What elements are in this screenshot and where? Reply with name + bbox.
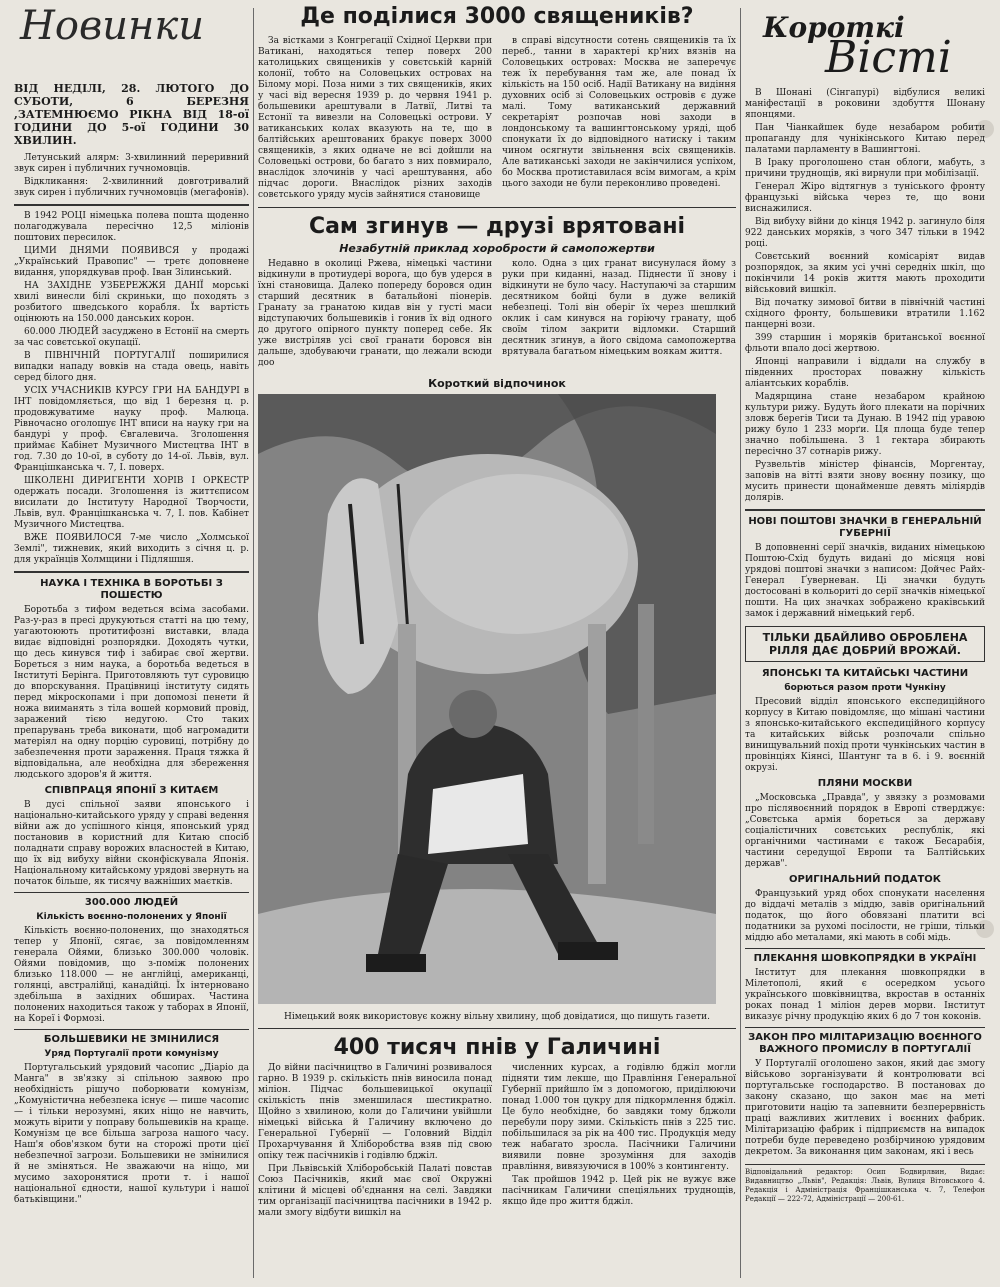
news-item: В ПІВНІЧНІЙ ПОРТУГАЛІЇ поширилися випадки нападу вовків на стада овець, навіть серед білого дня. [14, 351, 249, 383]
harvest-slogan: ТІЛЬКИ ДБАЙЛИВО ОБРОБЛЕНА РІЛЛЯ ДАЄ ДОБРИЙ ВРОЖАЙ. [762, 631, 968, 657]
korotki-masthead: Короткі [763, 11, 905, 44]
divider [14, 204, 249, 206]
chunking-headline: ЯПОНСЬКІ ТА КИТАЙСЬКІ ЧАСТИНИ [761, 668, 969, 679]
soldier-horse-photo [258, 394, 716, 1004]
left-column [14, 0, 249, 1287]
news-item: Від вибуху війни до кінця 1942 р. загинуло біля 922 данських моряків, з чого 347 тільки в 1942 році. [745, 217, 985, 249]
portugal-law-article: У Португалії оголошено закон, який дає змогу військово зорганізувати й контролювати всі португальське господарство. В постановах до закону сказано, що закон має на меті приготовити націю та запевнити безперервність праці важливих житлевих і воєнних фабрик. Мілітаризацію фабрик і підприємств на випадок потреби буде переведено розбірчиною урядовим декретом. За виконання цим законам, які і весь [745, 1059, 985, 1157]
science-article: Боротьба з тифом ведеться всіма засобами. Раз-у-раз в пресі друкуються статті на цю тему, уагаютоюють протитифозні виставки, влада видає відповідні розпорядки. Доходять чутки, що десь кинувся тиф і забирає свої жертви. Бореться з ним наука, а боротьба ведеться в Інституті Берінга. Приготовляють тут суровицю до впорскування. Працівниці інституту сидять перед мікроскопами і при допомозі пенети й ножа вииманять з тіла вошей кормовий провід, заражений тією недугою. Сто таких препарувань треба виконати, щоб нагромадити матеріял на одну порцію суровиці, потрібну до забезпечення проти зараження. Праця тяжка й відповідальна, але необхідна для збереження людського здоров'я й життя. [14, 605, 249, 780]
stamps-article: В доповненні серії значків, виданих німецькою Поштою-Схід будуть видані до місяця нові урядові поштові значки з написом: Дойчес Райх-Генерал Ґуверневан. Ці значки будуть достосовані в кольориті до серії значків німецької пошти. На цих значках зображено краківський замок і державний німецький герб. [745, 543, 985, 619]
moscow-headline: ПЛЯНИ МОСКВИ [817, 778, 913, 789]
divider [14, 892, 249, 893]
moscow-article: „Московська „Правда", у звязку з розмовами про післявоєнний порядок в Европі стверджує: „Совєтська армія бореться за державу соціалістичних совєтських республік, які органічними частинами є також Бесарабія, частини середущої Европи та Балтійських держав". [745, 793, 985, 869]
hero-deck: Незабутній приклад хоробрости й самопожертви [339, 242, 655, 255]
hero-text: Недавно в околиці Ржева, німецькі частини відкинули в протиудері ворога, що був удерся в їхні становища. Далеко попереду боровся один старший десятник в батальйоні піонерів. Гранату за гранатою кидав він у густі маси відступаючих большевиків і гонив їх від одного до другого опірного пункту поперед себе. Як уже вистріляв усі свої гранати боровся він дальше, здобуваючи гранати, що лежали всюди доо [258, 259, 492, 368]
science-headline: НАУКА І ТЕХНІКА В БОРОТЬБІ З ПОШЕСТЮ [40, 578, 223, 601]
novynky-masthead: Новинки [20, 3, 205, 49]
blackout-notice: ВІД НЕДІЛІ, 28. ЛЮТОГО ДО СУБОТИ, 6 БЕРЕЗНЯ ,ЗАТЕМНЮЄМО РІКНА ВІД 18-ої ГОДИНИ ДО 5-ої ГОДИНИ 30 ХВИЛИН. [14, 82, 249, 147]
news-item: 60.000 ЛЮДЕЙ засуджено в Естонії на смерть за час совєтської окупації. [14, 327, 249, 348]
photo-title: Короткий відпочинок [428, 377, 566, 390]
tax-article: Французький уряд обох спонукати населення до віддачі металів з міддю, завів оригінальний податок, що його обовязані платити всі податники за рухомі посілости, не гріши, тільки міддю або металами, які мають в собі мідь. [745, 889, 985, 943]
column-rule-left [253, 8, 254, 1278]
japan-china-article: В дусі спільної заяви японського і національно-китайського уряду у справі ведення війни аж до успішного кінця, японський уряд постановив в користний для Китаю спосіб поладнати справу ворожих власностей в Китаю, що їх від вибуху війни сконфіскувала Японія. Національному китайському урядові звернуть на початок більше, як тисячу важніших маєтків. [14, 800, 249, 887]
bees-text: До війни пасічництво в Галичині розвивалося гарно. В 1939 р. скількість пнів виносила понад міліон. Підчас большевицької окупації скількість пнів зменшилася шестикратно. Щойно з хвилиною, коли до Галичини увійшли німецькі війська й Галичину включено до Генеральної Губернії — Головний Відділ Прохарчування й Хліборобства взяв під свою опіку теж пасічників і годівлю бджіл. [258, 1063, 492, 1161]
divider [14, 1029, 249, 1030]
bolshevik-subheadline: Уряд Португалії проти комунізму [44, 1049, 219, 1059]
hero-headline: Сам згинув — друзі врятовані [308, 214, 686, 239]
news-item: Мадярщина стане незабаром крайною культури рижу. Будуть його плекати на порічних зловж берегів Тиси та Дунаю. В 1942 під уравою рижу було 1 233 морґи. Ця площа буде тепер значно побільшена. З 1 гектара збирають пересічно 37 сотнарів рижу. [745, 392, 985, 457]
priests-text: За вістками з Конгрегації Східної Церкви при Ватикані, находяться тепер поверх 200 католицьких священиків у совєтській карній колонії, тобто на Соловецьких островах на Білому морі. Поза ними з тих священиків, яких у часі від вересня 1939 р. до червня 1941 р. большевики арештували в Латвії, Литві та Естонії та вивезли на Соловецькі острови. У ватиканських колах вказують на те, що в балтійських арештованих бракує поверх 3000 священиків, з яких одначе не всі дойшли на Соловецькі острови, бо багато з них повмирало, внаслідок злочинів у часі арештування, або підчас дороги. Внаслідок різних заходів совєтського уряду мусів зайнятися становище [258, 36, 492, 200]
bees-article [258, 1063, 736, 1221]
divider [745, 509, 985, 511]
news-item: НА ЗАХІДНЕ УЗБЕРЕЖЖЯ ДАНІЇ морські хвилі винесли білі скриньки, що походять з розбитого шведського корабля. Їх вартість оцінюють на 150.000 данських корон. [14, 281, 249, 324]
hero-article [258, 259, 736, 371]
news-item: Генерал Жіро відтягнув з туніського фронту французькі війська через те, що вони виснажилися. [745, 182, 985, 214]
priests-article [258, 36, 736, 203]
pow-subheadline: Кількість воєнно-полонених у Японії [36, 912, 227, 922]
news-item: ШКОЛЕНІ ДИРИГЕНТИ ХОРІВ І ОРКЕСТР одержать посади. Зголошення із життєписом висилати до Інституту Народної Творчости, Львів, вул. Францішканська ч. 7, І. пов. Кабінет Музичного Мистецтва. [14, 476, 249, 530]
silk-headline: ПЛЕКАННЯ ШОВКОПРЯДКИ В УКРАЇНІ [753, 953, 977, 964]
priests-text: в справі відсутности сотень священиків та їх переб., танни в характері кр'них вязнів на Соловецьких островах: Москва не заперечує теж їх перебування там же, але понад їх кількість на 150 осіб. Надії Ватикану на видіння духовних осіб зі Соловецьких островів є дуже малі. Тому ватиканський державний секретаріят розпочав нові заходи в лондонському та вашингтонському уряді, щоб спонукати їх до відповідного натиску і таким чином осягнути звільнення всіх священиків. Але ватиканські заходи не закінчилися успіхом, бо Москва протиставилася всім вимогам, а крім цього заходи не були переконливо проведені. [502, 36, 736, 189]
news-item: 399 старшин і моряків британської воєнної фльоти впало досі жертвою. [745, 333, 985, 354]
bees-headline: 400 тисяч пнів у Галичині [333, 1035, 661, 1060]
alarm-note: Летунський алярм: 3-хвилинний переривний звук сирен і публичних гучномовців. [14, 153, 249, 174]
news-item: ВЖЕ ПОЯВИЛОСЯ 7-ме число „Холмської Землі", тижневик, який виходить з січня ц. р. для українців Холмщини і Підляшшя. [14, 533, 249, 565]
bolshevik-article: Португальський урядовий часопис „Діаріо да Манга" в зв'язку зі спільною заявою про необхідність рішучо поборювати комунізм, „Комуністична небезпека існує — пише часопис — і тільки нерозумні, яких ніщо не навчить, можуть вірити у поправу большевиків на краще. Комунізм це все більша загроза нашого часу. Наш'я обов'язком бути на сторожі проти цієї небезпечної загрози. Большевики не змінилися й не зміняться. Не зважаючи на ніщо, ми мусимо захоронятися проти т. і нашої національної єдности, нашої культури і нашої батьківщини." [14, 1063, 249, 1205]
chunking-subheadline: борються разом проти Чункіну [784, 683, 946, 693]
divider [258, 1028, 736, 1029]
news-item: В 1942 РОЦІ німецька полева пошта щоденно полагоджувала пересічно 12,5 міліонів поштових пересилок. [14, 211, 249, 243]
visti-masthead: Вісті [825, 32, 952, 83]
news-item: Пан Чіанкайшек буде незабаром робити пропаганду для чунікінського Китаю перед палатами парламенту в Вашингтоні. [745, 123, 985, 155]
harvest-slogan-box [745, 626, 985, 662]
stamps-headline: НОВІ ПОШТОВІ ЗНАЧКИ В ГЕНЕРАЛЬНІЙ ГУБЕРНІЇ [748, 516, 982, 539]
bolshevik-headline: БОЛЬШЕВИКИ НЕ ЗМІНИЛИСЯ [43, 1034, 220, 1045]
divider [745, 948, 985, 949]
portugal-law-headline: ЗАКОН ПРО МІЛІТАРИЗАЦІЮ ВОЄННОГО ВАЖНОГО ПРОМИСЛУ В ПОРТУГАЛІЇ [748, 1032, 982, 1055]
hero-text: коло. Одна з цих гранат висунулася йому з руки при киданні, назад. Піднести її знову і відкинути не було часу. Наступаючі за старшим десятником бойці були в дуже великій небезпеці. Толі він оберіг їх через шешлкий оклик і сам кинувся на горіючу гранату, щоб своїм тілом закрити відломки. Старший десятник згинув, а його свідома самопожертва врятувала багатьом німецьким воякам життя. [502, 259, 736, 357]
pow-article: Кількість воєнно-полонених, що знаходяться тепер у Японії, сягає, за повідомленням генерала Ойями, близько 300.000 чоловік. Ойями повідомив, що з-поміж полонених близько 118.000 — не англійці, американці, голянці, австралійці, канадійці. Їх інтерновано здебільша в західних обширах. Частина полонених находиться також у таборах в Японії, на Кореї і Формозі. [14, 926, 249, 1024]
photo-caption: Німецький вояк використовує кожну вільну хвилину, щоб довідатися, що пишуть газети. [283, 1012, 710, 1022]
news-item: УСІХ УЧАСНИКІВ КУРСУ ГРИ НА БАНДУРІ в ІНТ повідомляється, що від 1 березня ц. р. продовжуватиме науку проф. Малюца. Рівночасно оголошує ІНТ вписи на науку гри на бандурі у проф. Євгалевича. Зголошення приймає Кабінет Музичного Мистецтва ІНТ в год. 7.30 до 10-ої, в суботу до 14-ої. Львів, вул. Францішканська ч. 7, І. поверх. [14, 386, 249, 473]
divider [258, 207, 736, 208]
chunking-article: Пресовий відділ японського експедиційного корпусу в Китаю повідомляє, що мішані частини з японсько-китайського експедиційного корпусу та китайських військ розпочали спільно винищувальний похід проти чункінських частин в провінціях Кіянсі, Шантунг та в 6. і 9. воєнній окрузі. [745, 697, 985, 773]
column-rule-right [740, 8, 741, 1278]
bees-text: При Львівській Хліборобській Палаті повстав Союз Пасічників, який має свої Окружні клітини й місцеві об'єднання на селі. Завдяки тим організації пасічництва пасічники в 1942 р. мали змогу відбути вишкіл на [258, 1164, 492, 1218]
news-item: Японці направили і віддали на службу в південних просторах поважну кількість аліантських кораблів. [745, 357, 985, 389]
tax-headline: ОРИГІНАЛЬНИЙ ПОДАТОК [789, 874, 941, 885]
japan-china-headline: СПІВПРАЦЯ ЯПОНІЇ З КИТАЄМ [44, 785, 219, 796]
news-item: ЦИМИ ДНЯМИ ПОЯВИВСЯ у продажі „Український Правопис" — третє доповнене видання, упорядкував проф. Іван Зілинський. [14, 246, 249, 278]
bees-text: численних курсах, а годівлю бджіл могли підняти тим лекше, що Правління Генеральної Губернії прийшло їм з допомогою, приділюючи понад 1.000 тон цукру для підкормлення бджіл. Це було необхідне, бо завдяки тому бджоли перебули пору зими. Скількість пнів з 225 тис. побільшилася за рік на 400 тис. Продукція меду теж набагато зросла. Пасічники Галичини виявили повне зрозуміння для заходів правління, вивязуючися в 100% з контингенту. [502, 1063, 736, 1172]
news-item: Совєтський воєнний комісаріят видав розпорядок, за яким усі учні середніх шкіл, що покінчили 14 років життя мають проходити військовий вишкіл. [745, 252, 985, 295]
news-item: Від початку зимової битви в північній частині східного фронту, большевики втратили 1.162 панцерні вози. [745, 298, 985, 330]
silk-article: Інститут для плекання шовкопрядки в Мілетополі, який є осередком усього українського шовківництва, вкростав в останніх роках понад 1 міліон дерев морви. Інститут виказує річну продукцію яких 6 до 7 тон коконів. [745, 968, 985, 1022]
middle-column [258, 0, 736, 1287]
publisher-imprint: Відповідальний редактор: Осип Бодвирлвин, Видає: Видавництво „Львів", Редакція: Львів, Вулиця Вітовського 4. Редакція і Адміністрація Францішканська ч. 7, Телефон Редакції — 222-72, Адміністрації — 200-61. [745, 1164, 985, 1204]
bees-text: Так пройшов 1942 р. Цей рік не вужує вже пасічникам Галичини спеціяльних труднощів, якщо йде про життя бджіл. [502, 1175, 736, 1207]
news-item: В Шонані (Сінгапурі) відбулися великі маніфестації в роковини здобуття Шонану японцями. [745, 88, 985, 120]
priests-headline: Де поділися 3000 священиків? [300, 4, 694, 29]
pow-headline: 300.000 ЛЮДЕЙ [84, 897, 179, 908]
right-column [745, 0, 985, 1287]
alarm-note: Відкликання: 2-хвилинний довготривалий звук сирен і публичних гучномовців (мегафонів). [14, 177, 249, 198]
divider [14, 571, 249, 573]
news-item: Рузвельтів міністер фінансів, Моргентау, заповів на вітті взяти знову воєнну позику, що мусить принести щонайменше девять міліярдів долярів. [745, 460, 985, 503]
divider [745, 1027, 985, 1028]
news-item: В Іраку проголошено стан облоги, мабуть, з причини труднощів, які вирнули при мобілізації. [745, 158, 985, 179]
